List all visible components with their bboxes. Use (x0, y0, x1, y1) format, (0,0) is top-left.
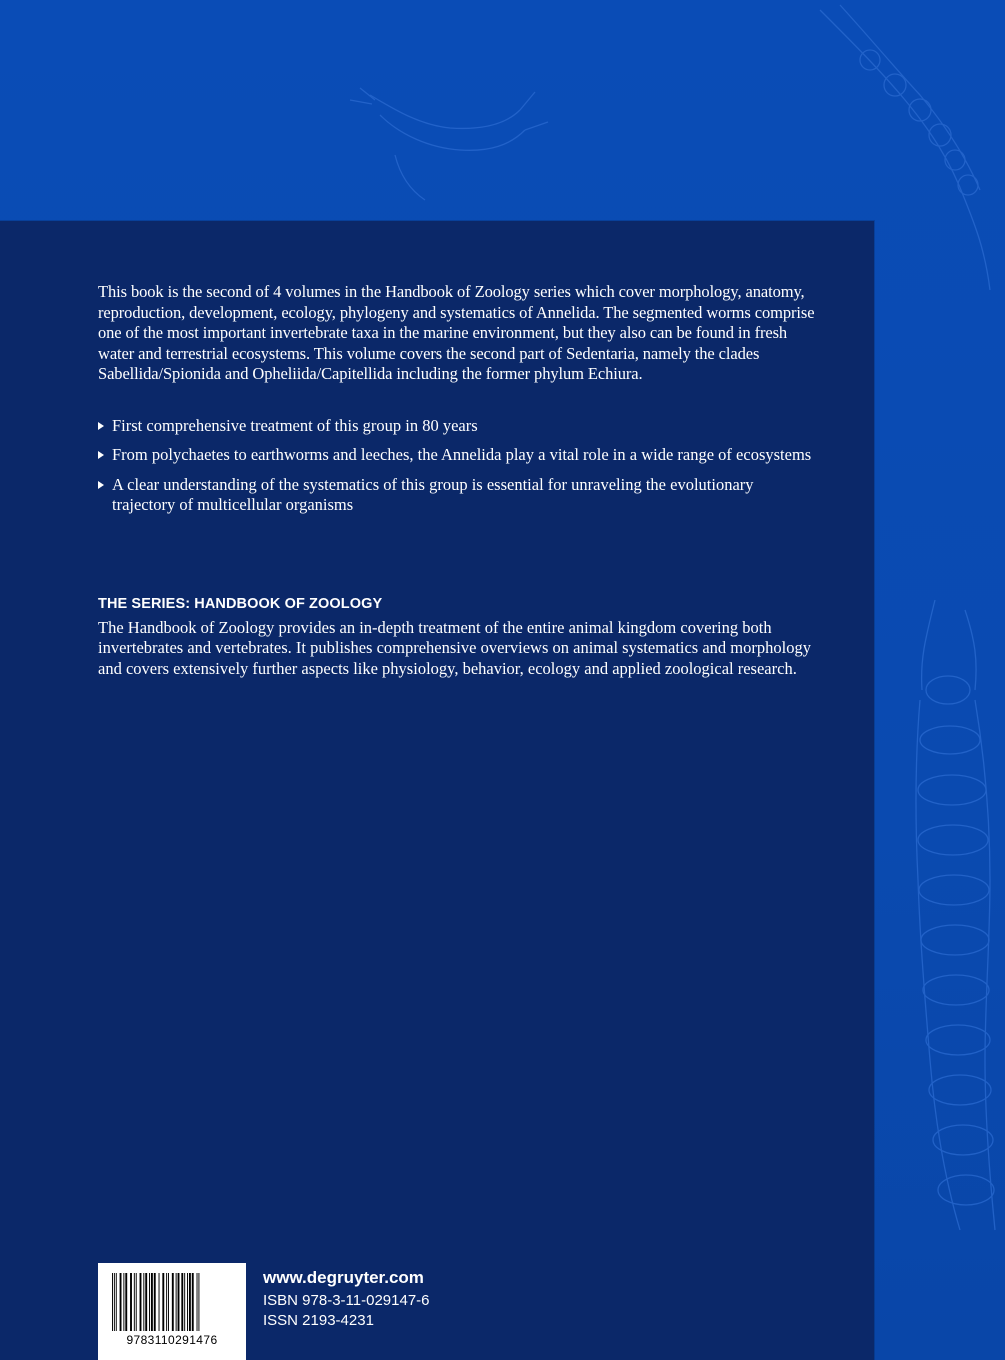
isbn-barcode (98, 1263, 246, 1360)
bullet-triangle-icon (98, 451, 104, 459)
feature-item: A clear understanding of the systematics of this group is essential for unraveling the evolutionary trajectory of multicellular organisms (98, 475, 818, 516)
isbn-text: ISBN 978-3-11-029147-6 (263, 1292, 430, 1309)
bullet-triangle-icon (98, 422, 104, 430)
intro-paragraph: This book is the second of 4 volumes in the Handbook of Zoology series which cover morphology, anatomy, reproduction, development, ecology, phylogeny and systematics of Annelida. The segmented worms comprise one of the most important invertebrate taxa in the marine environment, but they also can be found in fresh water and terrestrial ecosystems. This volume covers the second part of Sedentaria, namely the clades Sabellida/Spionida and Opheliida/Capitellida including the former phylum Echiura. (98, 282, 815, 383)
bullet-triangle-icon (98, 481, 104, 489)
barcode-bars (112, 1273, 232, 1331)
barcode-number: 9783110291476 (126, 1333, 218, 1347)
publisher-info (263, 1268, 430, 1331)
feature-list (98, 416, 818, 516)
issn-text: ISSN 2193-4231 (263, 1312, 374, 1329)
series-heading: THE SERIES: HANDBOOK OF ZOOLOGY (98, 595, 383, 612)
feature-item: First comprehensive treatment of this group in 80 years (98, 416, 818, 437)
publisher-url[interactable]: www.degruyter.com (263, 1268, 424, 1287)
feature-item: From polychaetes to earthworms and leeches, the Annelida play a vital role in a wide range of ecosystems (98, 445, 818, 466)
series-description: The Handbook of Zoology provides an in-depth treatment of the entire animal kingdom covering both invertebrates and vertebrates. It publishes comprehensive overviews on animal systematics and morphology and covers extensively further aspects like physiology, behavior, ecology and applied zoological research. (98, 617, 811, 678)
description-content (98, 282, 818, 679)
